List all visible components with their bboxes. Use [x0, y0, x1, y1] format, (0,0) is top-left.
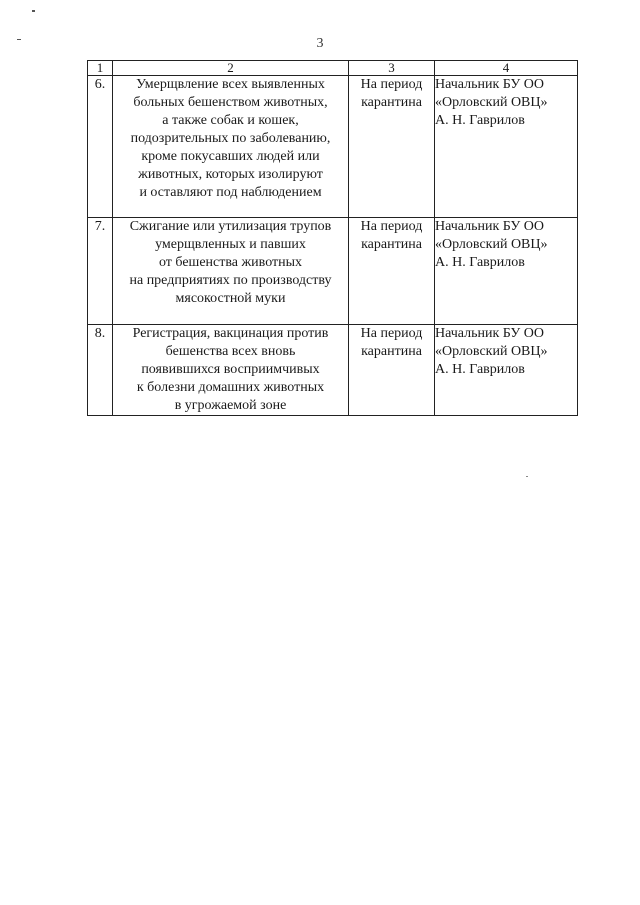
period-line: На период: [360, 77, 423, 92]
responsible-line: А. Н. Гаврилов: [435, 255, 525, 270]
measure-line: умерщвленных и павших: [155, 237, 306, 252]
row-number: 7.: [88, 218, 113, 325]
period-line: На период: [360, 219, 423, 234]
measure-line: подозрительных по заболеванию,: [130, 131, 331, 146]
period-line: карантина: [361, 237, 422, 252]
measure-line: Сжигание или утилизация трупов: [129, 219, 332, 234]
column-header: 1: [88, 61, 113, 76]
column-header: 4: [435, 61, 578, 76]
table-header-row: [88, 61, 578, 76]
responsible-line: Начальник БУ ОО: [435, 326, 544, 341]
column-header: 3: [349, 61, 435, 76]
scan-speck: [526, 476, 528, 477]
period-line: карантина: [361, 344, 422, 359]
measure-line: в угрожаемой зоне: [174, 398, 287, 413]
scan-speck: [32, 10, 35, 12]
measure-cell: [113, 218, 349, 325]
period-line: карантина: [361, 95, 422, 110]
period-cell: [349, 76, 435, 218]
column-header: 2: [113, 61, 349, 76]
period-cell: [349, 218, 435, 325]
measure-line: мясокостной муки: [175, 291, 286, 306]
responsible-line: «Орловский ОВЦ»: [435, 344, 548, 359]
measure-line: Регистрация, вакцинация против: [132, 326, 329, 341]
table-row: [88, 218, 578, 325]
row-number: 8.: [88, 325, 113, 416]
measure-line: и оставляют под наблюдением: [139, 185, 322, 200]
measure-line: Умерщвление всех выявленных: [136, 77, 325, 92]
table-row: [88, 325, 578, 416]
measures-table: [87, 60, 578, 416]
measure-line: животных, которых изолируют: [138, 167, 323, 182]
table-row: [88, 76, 578, 218]
measure-line: появившихся восприимчивых: [141, 362, 320, 377]
responsible-line: «Орловский ОВЦ»: [435, 95, 548, 110]
responsible-line: «Орловский ОВЦ»: [435, 237, 548, 252]
period-cell: [349, 325, 435, 416]
measure-line: к болезни домашних животных: [136, 380, 325, 395]
responsible-cell: [435, 76, 578, 218]
measure-line: на предприятиях по производству: [129, 273, 332, 288]
measure-line: а также собак и кошек,: [162, 113, 299, 128]
page-number: 3: [316, 36, 324, 51]
period-line: На период: [360, 326, 423, 341]
responsible-line: Начальник БУ ОО: [435, 77, 544, 92]
responsible-line: А. Н. Гаврилов: [435, 362, 525, 377]
measure-line: больных бешенством животных,: [133, 95, 328, 110]
row-number: 6.: [88, 76, 113, 218]
measure-cell: [113, 76, 349, 218]
measure-line: бешенства всех вновь: [165, 344, 296, 359]
responsible-line: Начальник БУ ОО: [435, 219, 544, 234]
measure-line: кроме покусавших людей или: [141, 149, 320, 164]
measure-line: от бешенства животных: [158, 255, 303, 270]
measure-cell: [113, 325, 349, 416]
responsible-cell: [435, 218, 578, 325]
responsible-cell: [435, 325, 578, 416]
responsible-line: А. Н. Гаврилов: [435, 113, 525, 128]
